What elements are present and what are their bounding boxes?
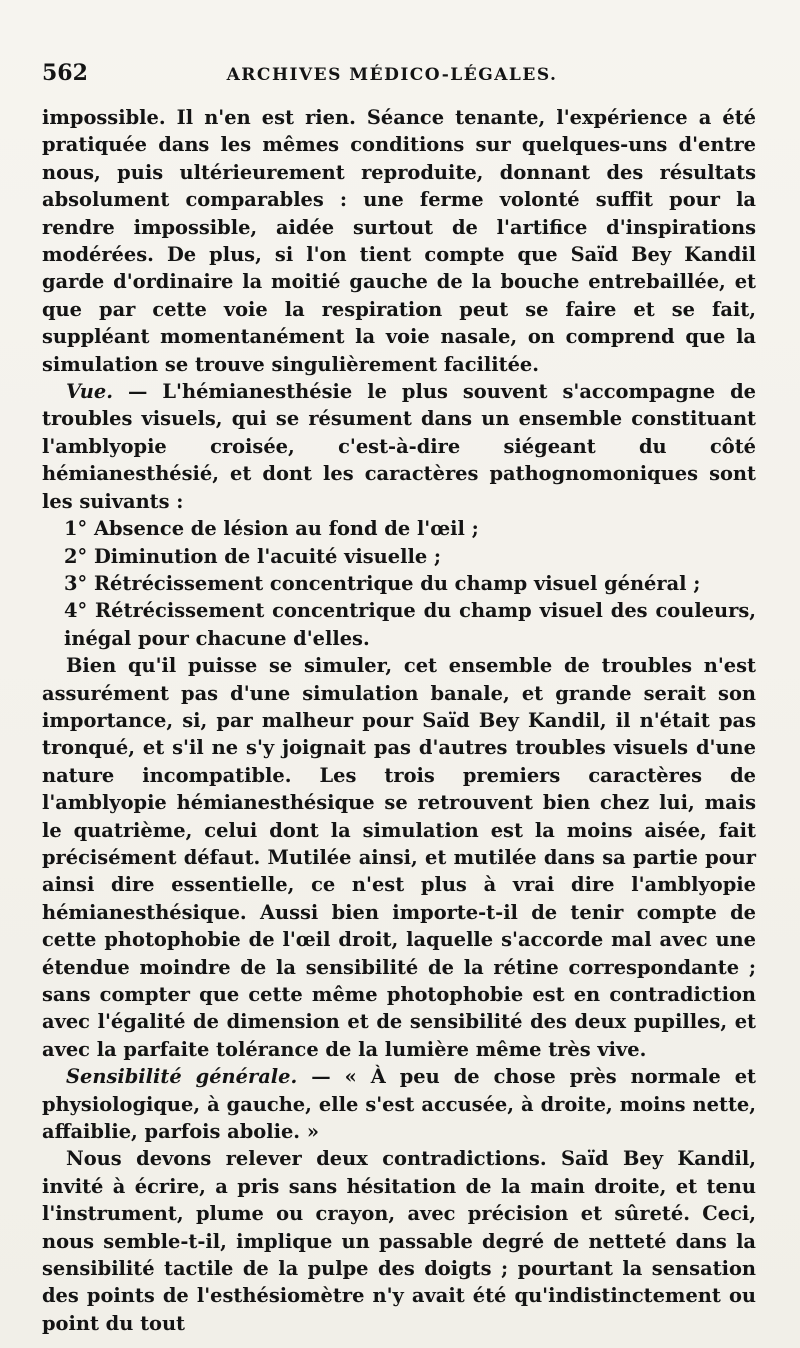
- list-item-1: 1° Absence de lésion au fond de l'œil ;: [64, 517, 479, 541]
- paragraph-vue-text: — L'hémianesthésie le plus souvent s'accompagne de troubles visuels, qui se résument dans un ensemble constituant l'amblyopie croisée, c'est-à-dire siégeant du côté hémianesthésié, et dont les caractères pathognomoniques sont les suivants :: [42, 380, 756, 513]
- paragraph-continuation: impossible. Il n'en est rien. Séance tenante, l'expérience a été pratiquée dans les mêmes conditions sur quelques-uns d'entre nous, puis ultérieurement reproduite, donnant des résultats absolument comparables : une ferme volonté suffit pour la rendre impossible, aidée surtout de l'artifice d'inspirations modérées. De plus, si l'on tient compte que Saïd Bey Kandil garde d'ordinaire la moitié gauche de la bouche entrebaillée, et que par cette voie la respiration peut se faire et se fait, suppléant momentanément la voie nasale, on comprend que la simulation se trouve singulièrement facilitée.: [42, 106, 756, 376]
- paragraph-contradictions: Nous devons relever deux contradictions. Saïd Bey Kandil, invité à écrire, a pris sans hésitation de la main droite, et tenu l'instrument, plume ou crayon, avec précision et sûreté. Ceci, nous semble-t-il, implique un passable degré de netteté dans la sensibilité tactile de la pulpe des doigts ; pourtant la sensation des points de l'esthésiomètre n'y avait été qu'indistinctement ou point du tout: [42, 1147, 756, 1335]
- paragraph-amblyopie: Bien qu'il puisse se simuler, cet ensemble de troubles n'est assurément pas d'une simulation banale, et grande serait son importance, si, par malheur pour Saïd Bey Kandil, il n'était pas tronqué, et s'il ne s'y joignait pas d'autres troubles visuels d'une nature incompatible. Les trois premiers caractères de l'amblyopie hémianesthésique se retrouvent bien chez lui, mais le quatrième, celui dont la simulation est la moins aisée, fait précisément défaut. Mutilée ainsi, et mutilée dans sa partie pour ainsi dire essentielle, ce n'est plus à vrai dire l'amblyopie hémianesthésique. Aussi bien importe-t-il de tenir compte de cette photophobie de l'œil droit, laquelle s'accorde mal avec une étendue moindre de la sensibilité de la rétine correspondante ; sans compter que cette même photophobie est en contradiction avec l'égalité de dimension et de sensibilité des deux pupilles, et avec la parfaite tolérance de la lumière même très vive.: [42, 654, 756, 1061]
- list-item-4: 4° Rétrécissement concentrique du champ visuel des couleurs, inégal pour chacune d'elles.: [64, 599, 756, 650]
- paragraph-vue: [42, 378, 756, 515]
- list-item-3: 3° Rétrécissement concentrique du champ visuel général ;: [64, 571, 701, 595]
- body-text: [42, 104, 756, 1337]
- page-number: 562: [42, 60, 88, 86]
- running-title: ARCHIVES MÉDICO-LÉGALES.: [226, 65, 558, 85]
- section-label-sensibilite: Sensibilité générale.: [66, 1065, 298, 1089]
- running-head: [42, 60, 756, 104]
- list-item-2: 2° Diminution de l'acuité visuelle ;: [64, 544, 442, 568]
- paragraph-sensibilite-text: — « À peu de chose près normale et physiologique, à gauche, elle s'est accusée, à droite, moins nette, affaiblie, parfois abolie. »: [42, 1065, 756, 1144]
- paragraph-sensibilite: [42, 1063, 756, 1145]
- section-label-vue: Vue.: [66, 380, 113, 404]
